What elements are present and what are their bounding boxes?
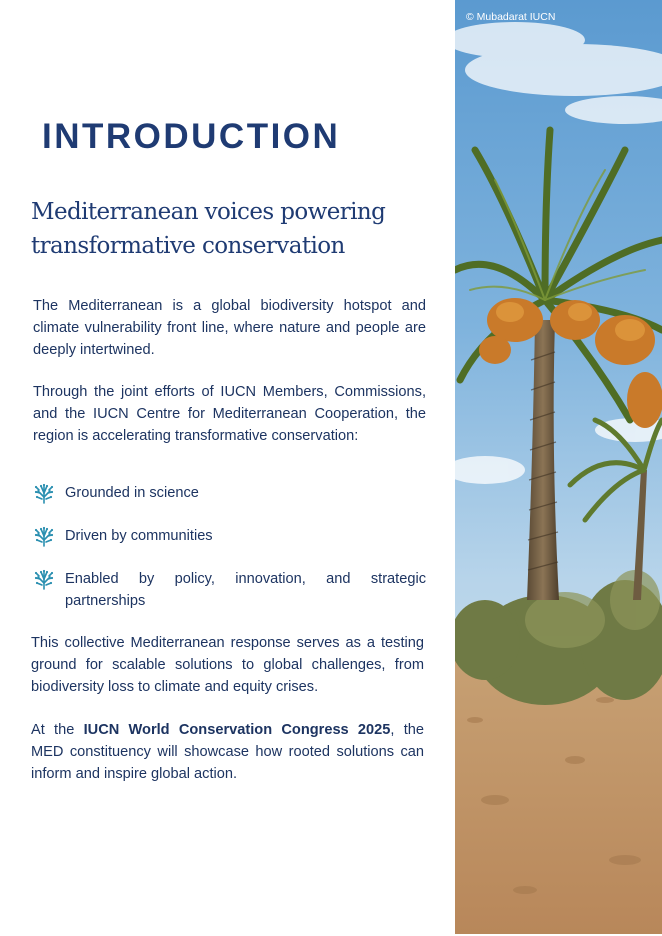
photo-credit: © Mubadarat IUCN bbox=[466, 11, 556, 23]
bullet-item bbox=[33, 568, 426, 612]
paragraph-4-prefix: At the bbox=[31, 722, 84, 738]
bullet-text: Grounded in science bbox=[65, 485, 199, 501]
bullet-item bbox=[33, 525, 426, 547]
congress-name: IUCN World Conservation Congress 2025 bbox=[83, 722, 391, 738]
intro-paragraph-3: This collective Mediterranean response serves as a testing ground for scalable solutions to global challenges, from biodiversity loss to climate and equity crises. bbox=[31, 635, 424, 695]
bullet-text: Enabled by policy, innovation, and strategic partnerships bbox=[65, 571, 426, 609]
page-subtitle: Mediterranean voices powering transformative conservation bbox=[31, 199, 386, 259]
paragraph-4-suffix: , the MED constituency will showcase how rooted solutions can inform and inspire global action. bbox=[31, 722, 425, 782]
coral-icon bbox=[33, 482, 55, 504]
coral-icon bbox=[33, 568, 55, 590]
page-title: INTRODUCTION bbox=[42, 117, 341, 156]
palm-tree-photo bbox=[455, 0, 662, 934]
intro-paragraph-1: The Mediterranean is a global biodiversity hotspot and climate vulnerability front line, where nature and people are deeply intertwined. bbox=[33, 298, 426, 358]
bullet-item bbox=[33, 482, 426, 504]
bullet-text: Driven by communities bbox=[65, 528, 213, 544]
intro-paragraph-2: Through the joint efforts of IUCN Members, Commissions, and the IUCN Centre for Mediterranean Cooperation, the region is accelerating transformative conservation: bbox=[33, 384, 426, 444]
intro-paragraph-4 bbox=[31, 719, 424, 785]
coral-icon bbox=[33, 525, 55, 547]
